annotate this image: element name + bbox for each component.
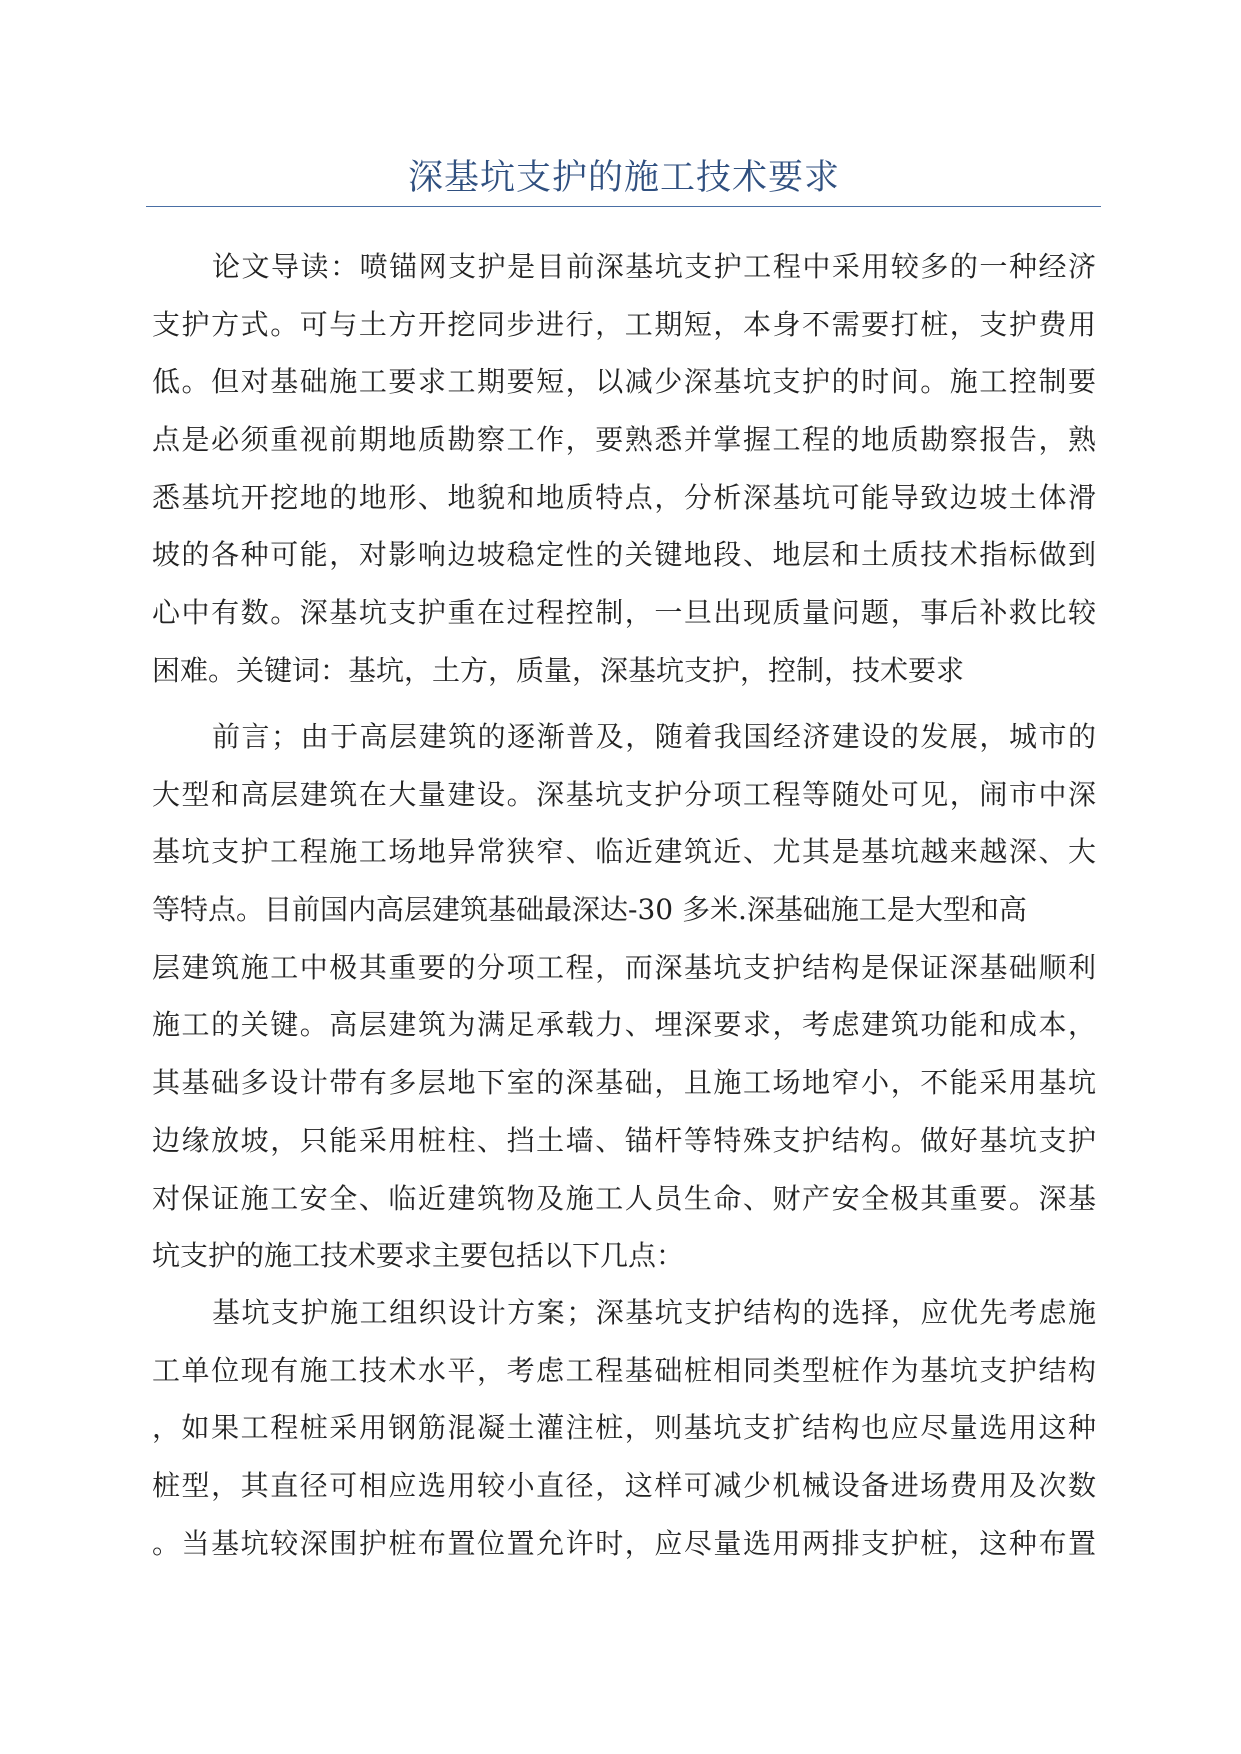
paragraph-line: 支护方式。可与土方开挖同步进行，工期短，本身不需要打桩，支护费用	[152, 307, 1096, 341]
title-underline	[146, 206, 1101, 207]
paragraph-line: 低。但对基础施工要求工期要短，以减少深基坑支护的时间。施工控制要	[152, 365, 1096, 399]
paragraph-line: 边缘放坡，只能采用桩柱、挡土墙、锚杆等特殊支护结构。做好基坑支护	[152, 1123, 1096, 1157]
paragraph-line: 基坑支护工程施工场地异常狭窄、临近建筑近、尤其是基坑越来越深、大	[152, 835, 1096, 869]
paragraph-line: ，如果工程桩采用钢筋混凝土灌注桩，则基坑支扩结构也应尽量选用这种	[152, 1411, 1096, 1445]
paragraph-line: 等特点。目前国内高层建筑基础最深达-30 多米.深基础施工是大型和高	[152, 893, 1027, 927]
paragraph-line: 桩型，其直径可相应选用较小直径，这样可减少机械设备进场费用及次数	[152, 1469, 1096, 1503]
paragraph-line: 层建筑施工中极其重要的分项工程，而深基坑支护结构是保证深基础顺利	[152, 950, 1096, 984]
paragraph-line: 施工的关键。高层建筑为满足承载力、埋深要求，考虑建筑功能和成本，	[152, 1008, 1096, 1042]
paragraph-line: 悉基坑开挖地的地形、地貌和地质特点，分析深基坑可能导致边坡土体滑	[152, 480, 1096, 514]
paragraph-line: 点是必须重视前期地质勘察工作，要熟悉并掌握工程的地质勘察报告，熟	[152, 423, 1096, 457]
paragraph-abstract	[152, 238, 1096, 700]
paragraph-construction-plan	[152, 1284, 1096, 1572]
paragraph-line: 论文导读：喷锚网支护是目前深基坑支护工程中采用较多的一种经济	[212, 250, 1096, 283]
paragraph-line: 基坑支护施工组织设计方案；深基坑支护结构的选择，应优先考虑施	[212, 1296, 1096, 1329]
paragraph-line: 坑支护的施工技术要求主要包括以下几点：	[152, 1239, 685, 1273]
paragraph-line: 心中有数。深基坑支护重在过程控制，一旦出现质量问题，事后补救比较	[152, 596, 1096, 630]
paragraph-line: 困难。关键词：基坑，土方，质量，深基坑支护，控制，技术要求	[152, 653, 965, 687]
paragraph-line: 前言；由于高层建筑的逐渐普及，随着我国经济建设的发展，城市的	[212, 720, 1096, 753]
paragraph-line: 坡的各种可能，对影响边坡稳定性的关键地段、地层和土质技术指标做到	[152, 538, 1096, 572]
paragraph-line: 其基础多设计带有多层地下室的深基础，且施工场地窄小，不能采用基坑	[152, 1066, 1096, 1100]
document-title: 深基坑支护的施工技术要求	[407, 158, 840, 198]
paragraph-line: 工单位现有施工技术水平，考虑工程基础桩相同类型桩作为基坑支护结构	[152, 1353, 1096, 1387]
paragraph-line: 对保证施工安全、临近建筑物及施工人员生命、财产安全极其重要。深基	[152, 1181, 1096, 1215]
paragraph-line: 大型和高层建筑在大量建设。深基坑支护分项工程等随处可见，闹市中深	[152, 777, 1096, 811]
paragraph-line: 。当基坑较深围护桩布置位置允许时，应尽量选用两排支护桩，这种布置	[152, 1526, 1096, 1560]
paragraph-preface	[152, 708, 1096, 1285]
